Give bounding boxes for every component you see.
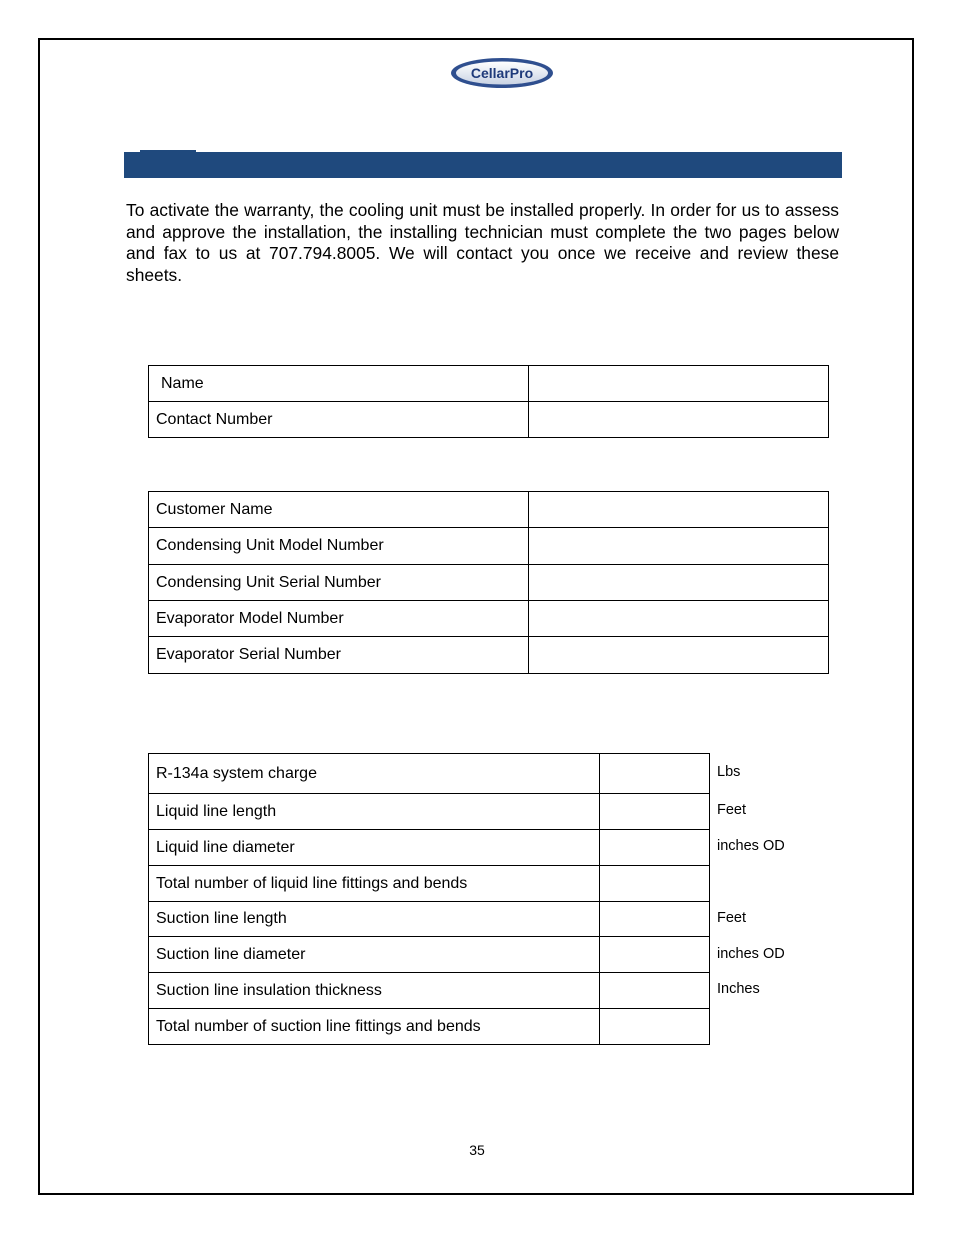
evaporator-serial-field[interactable] xyxy=(529,637,829,674)
unit-insulation: Inches xyxy=(717,981,760,997)
table-row xyxy=(149,866,710,902)
evaporator-model-field[interactable] xyxy=(529,601,829,637)
suction-line-diameter-field[interactable] xyxy=(600,937,710,973)
condensing-serial-label: Condensing Unit Serial Number xyxy=(149,565,529,601)
suction-line-length-label: Suction line length xyxy=(149,902,600,937)
suction-fittings-field[interactable] xyxy=(600,1009,710,1045)
liquid-fittings-field[interactable] xyxy=(600,866,710,902)
table-row xyxy=(149,902,710,937)
contact-number-label: Contact Number xyxy=(149,402,529,438)
table-row xyxy=(149,601,829,637)
page-number: 35 xyxy=(469,1142,485,1158)
customer-name-field[interactable] xyxy=(529,492,829,528)
table-row xyxy=(149,565,829,601)
condensing-serial-field[interactable] xyxy=(529,565,829,601)
liquid-line-length-field[interactable] xyxy=(600,794,710,830)
unit-liquid-length: Feet xyxy=(717,802,747,818)
table-row xyxy=(149,937,710,973)
table-row xyxy=(149,528,829,565)
table-row xyxy=(149,830,710,866)
table-row xyxy=(149,1009,710,1045)
table-row xyxy=(149,973,710,1009)
logo-text: CellarPro xyxy=(470,65,534,81)
customer-name-label: Customer Name xyxy=(149,492,529,528)
suction-line-diameter-label: Suction line diameter xyxy=(149,937,600,973)
unit-suction-diameter: inches OD xyxy=(717,946,785,962)
unit-suction-length: Feet xyxy=(717,910,747,926)
table-row xyxy=(149,754,710,794)
system-charge-label: R-134a system charge xyxy=(149,754,600,794)
unit-lbs: Lbs xyxy=(717,764,741,780)
intro-paragraph: To activate the warranty, the cooling unit must be installed properly. In order for us to assess and approve the installation, the installing technician must complete the two pages below and fax to us at 707.794.8005. We will contact you once we receive and review these sheets. xyxy=(126,200,839,285)
system-charge-field[interactable] xyxy=(600,754,710,794)
evaporator-model-label: Evaporator Model Number xyxy=(149,601,529,637)
liquid-line-length-label: Liquid line length xyxy=(149,794,600,830)
unit-liquid-diameter: inches OD xyxy=(717,838,785,854)
cellarpro-logo xyxy=(449,56,555,90)
condensing-model-field[interactable] xyxy=(529,528,829,565)
table-row xyxy=(149,492,829,528)
suction-insulation-field[interactable] xyxy=(600,973,710,1009)
table-row xyxy=(149,794,710,830)
suction-insulation-label: Suction line insulation thickness xyxy=(149,973,600,1009)
technician-table xyxy=(148,365,829,438)
name-label: Name xyxy=(149,366,529,402)
liquid-line-diameter-field[interactable] xyxy=(600,830,710,866)
condensing-model-label: Condensing Unit Model Number xyxy=(149,528,529,565)
section-header-band xyxy=(124,152,842,178)
suction-line-length-field[interactable] xyxy=(600,902,710,937)
unit-info-table xyxy=(148,491,829,674)
suction-fittings-label: Total number of suction line fittings and bends xyxy=(149,1009,600,1045)
liquid-line-diameter-label: Liquid line diameter xyxy=(149,830,600,866)
table-row xyxy=(149,366,829,402)
evaporator-serial-label: Evaporator Serial Number xyxy=(149,637,529,674)
table-row xyxy=(149,402,829,438)
liquid-fittings-label: Total number of liquid line fittings and bends xyxy=(149,866,600,902)
contact-number-field[interactable] xyxy=(529,402,829,438)
line-specs-table xyxy=(148,753,710,1045)
name-field[interactable] xyxy=(529,366,829,402)
table-row xyxy=(149,637,829,674)
